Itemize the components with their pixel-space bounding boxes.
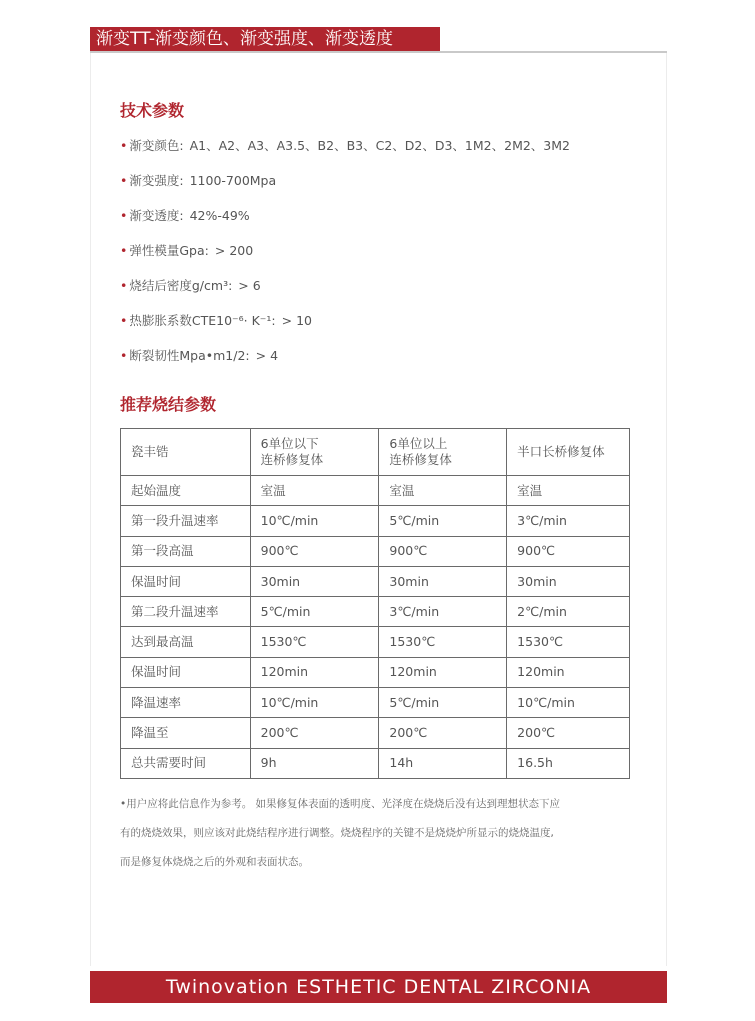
table-cell: 10℃/min <box>507 688 630 718</box>
tech-param-label: 热膨胀系数CTE10⁻⁶· K⁻¹: <box>129 313 276 328</box>
table-cell: 120min <box>379 657 507 687</box>
bullet-icon: • <box>120 208 128 223</box>
tech-param-item <box>120 136 570 154</box>
table-row <box>121 597 630 627</box>
table-row-label: 降温速率 <box>121 688 251 718</box>
table-header-line: 6单位以下 <box>260 436 319 451</box>
table-cell: 200℃ <box>379 718 507 748</box>
table-cell: 30min <box>507 566 630 596</box>
tech-param-value: 1100-700Mpa <box>189 173 277 188</box>
tech-param-label: 渐变强度: <box>129 173 184 188</box>
bullet-icon: • <box>120 138 128 153</box>
table-row-label: 达到最高温 <box>121 627 251 657</box>
table-cell: 5℃/min <box>379 688 507 718</box>
table-cell: 1530℃ <box>250 627 379 657</box>
table-cell: 120min <box>250 657 379 687</box>
table-cell: 3℃/min <box>507 506 630 536</box>
tech-param-item <box>120 241 253 259</box>
table-header-line: 6单位以上 <box>389 436 448 451</box>
table-header-line: 瓷丰锆 <box>131 444 169 459</box>
tech-param-item <box>120 276 261 294</box>
table-row <box>121 506 630 536</box>
tech-param-item <box>120 346 278 364</box>
table-cell: 室温 <box>379 476 507 506</box>
table-row-label: 保温时间 <box>121 657 251 687</box>
table-cell: 3℃/min <box>379 597 507 627</box>
table-cell: 5℃/min <box>379 506 507 536</box>
table-row <box>121 536 630 566</box>
table-row-label: 第一段高温 <box>121 536 251 566</box>
table-header-cell <box>507 429 630 476</box>
table-row <box>121 657 630 687</box>
tech-param-value: A1、A2、A3、A3.5、B2、B3、C2、D2、D3、1M2、2M2、3M2 <box>189 138 571 153</box>
tech-param-item <box>120 206 250 224</box>
table-row <box>121 566 630 596</box>
table-row-label: 降温至 <box>121 718 251 748</box>
note-line: •用户应将此信息作为参考。 如果修复体表面的透明度、光泽度在烧烧后没有达到理想状态下应 <box>120 798 561 810</box>
tech-param-value: > 10 <box>281 313 312 328</box>
tech-param-label: 断裂韧性Mpa•m1/2: <box>129 348 250 363</box>
table-cell: 900℃ <box>379 536 507 566</box>
table-row <box>121 476 630 506</box>
tech-params-title: 技术参数 <box>120 101 185 120</box>
tech-param-item <box>120 311 312 329</box>
bullet-icon: • <box>120 348 128 363</box>
table-row <box>121 718 630 748</box>
table-cell: 120min <box>507 657 630 687</box>
bullet-icon: • <box>120 313 128 328</box>
table-cell: 200℃ <box>507 718 630 748</box>
table-header-line: 半口长桥修复体 <box>517 444 605 459</box>
tech-param-value: > 6 <box>238 278 261 293</box>
table-header-cell <box>379 429 507 476</box>
table-cell: 200℃ <box>250 718 379 748</box>
tech-param-value: > 4 <box>255 348 279 363</box>
table-cell: 1530℃ <box>379 627 507 657</box>
table-cell: 30min <box>379 566 507 596</box>
tech-param-label: 渐变透度: <box>129 208 184 223</box>
table-cell: 室温 <box>507 476 630 506</box>
bullet-icon: • <box>120 243 128 258</box>
table-header-line: 连桥修复体 <box>260 452 324 467</box>
bullet-icon: • <box>120 173 128 188</box>
firing-params-title: 推荐烧结参数 <box>120 395 217 414</box>
table-row-label: 起始温度 <box>121 476 251 506</box>
table-cell: 900℃ <box>507 536 630 566</box>
firing-table <box>120 428 630 779</box>
table-row-label: 保温时间 <box>121 566 251 596</box>
table-header-line: 连桥修复体 <box>389 452 452 467</box>
footer-brand: Twinovation ESTHETIC DENTAL ZIRCONIA <box>90 971 667 1003</box>
tech-param-value: > 200 <box>214 243 254 258</box>
table-cell: 10℃/min <box>250 688 379 718</box>
tech-param-item <box>120 171 276 189</box>
table-cell: 室温 <box>250 476 379 506</box>
tech-param-label: 弹性模量Gpa: <box>129 243 209 258</box>
table-header-cell <box>121 429 251 476</box>
table-cell: 1530℃ <box>507 627 630 657</box>
table-cell: 5℃/min <box>250 597 379 627</box>
table-cell: 9h <box>250 748 379 778</box>
table-row-label: 第一段升温速率 <box>121 506 251 536</box>
table-cell: 14h <box>379 748 507 778</box>
note-line: 有的烧烧效果，则应该对此烧结程序进行调整。烧烧程序的关键不是烧烧炉所显示的烧烧温度, <box>120 827 554 839</box>
table-row-label: 第二段升温速率 <box>121 597 251 627</box>
table-row <box>121 688 630 718</box>
table-cell: 16.5h <box>507 748 630 778</box>
usage-note <box>120 790 632 877</box>
note-line: 而是修复体烧烧之后的外观和表面状态。 <box>120 856 309 868</box>
table-row <box>121 627 630 657</box>
tech-param-label: 渐变颜色: <box>129 138 184 153</box>
header-title: 渐变TT-渐变颜色、渐变强度、渐变透度 <box>90 27 440 51</box>
table-cell: 900℃ <box>250 536 379 566</box>
table-cell: 2℃/min <box>507 597 630 627</box>
table-header-cell <box>250 429 379 476</box>
bullet-icon: • <box>120 278 128 293</box>
table-row <box>121 748 630 778</box>
table-cell: 30min <box>250 566 379 596</box>
tech-param-label: 烧结后密度g/cm³: <box>129 278 233 293</box>
table-row-label: 总共需要时间 <box>121 748 251 778</box>
tech-param-value: 42%-49% <box>189 208 250 223</box>
table-cell: 10℃/min <box>250 506 379 536</box>
table-header-row <box>121 429 630 476</box>
